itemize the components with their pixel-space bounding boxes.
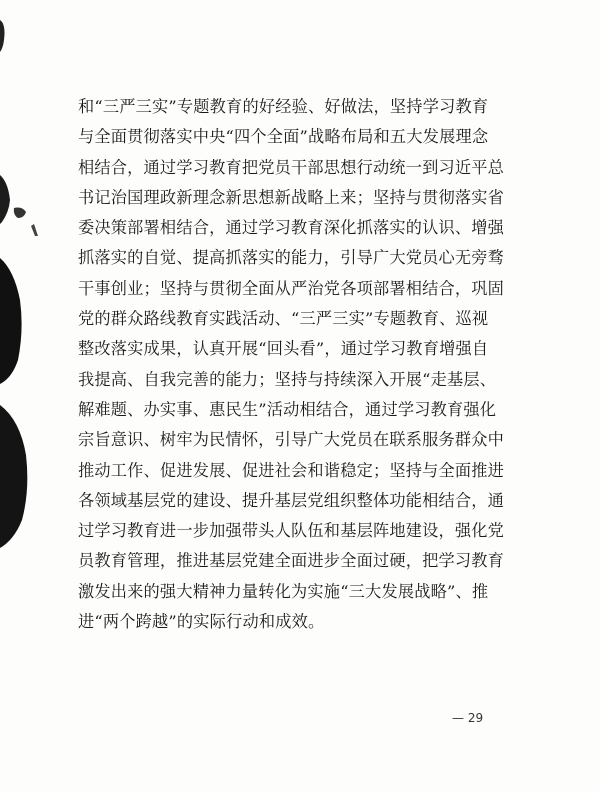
text-line: 解难题、办实事、惠民生”活动相结合，通过学习教育强化 [78,399,497,419]
binding-edge-marks [0,0,50,791]
text-line: 和“三严三实”专题教育的好经验、好做法，坚持学习教育 [78,97,489,116]
text-line: 各领域基层党的建设、提升基层党组织整体功能相结合，通 [78,490,505,510]
text-line: 进“两个跨越”的实际行动和成效。 [78,612,325,632]
body-text [78,92,568,637]
text-line: 过学习教育进一步加强带头人队伍和基层阵地建设，强化党 [78,521,505,541]
text-line: 书记治国理政新理念新思想新战略上来；坚持与贯彻落实省 [78,187,505,207]
text-line: 我提高、自我完善的能力；坚持与持续深入开展“走基层、 [78,369,497,389]
page-number: — 29 [452,711,484,725]
text-line: 与全面贯彻落实中央“四个全面”战略布局和五大发展理念 [78,127,489,147]
text-line: 党的群众路线教育实践活动、“三严三实”专题教育、巡视 [78,309,489,329]
text-line: 抓落实的自觉、提高抓落实的能力，引导广大党员心无旁骛 [78,248,505,268]
text-line: 推动工作、促进发展、促进社会和谐稳定；坚持与全面推进 [78,460,505,480]
text-line: 员教育管理，推进基层党建全面进步全面过硬，把学习教育 [78,551,505,571]
text-line: 整改落实成果，认真开展“回头看”，通过学习教育增强自 [78,339,489,359]
text-line: 干事创业；坚持与贯彻全面从严治党各项部署相结合，巩固 [78,278,505,298]
text-line: 相结合，通过学习教育把党员干部思想行动统一到习近平总 [78,157,505,177]
text-line: 委决策部署相结合，通过学习教育深化抓落实的认识、增强 [78,218,505,238]
text-line: 宗旨意识、树牢为民情怀，引导广大党员在联系服务群众中 [78,430,505,450]
text-line: 激发出来的强大精神力量转化为实施“三大发展战略”、推 [78,581,489,601]
